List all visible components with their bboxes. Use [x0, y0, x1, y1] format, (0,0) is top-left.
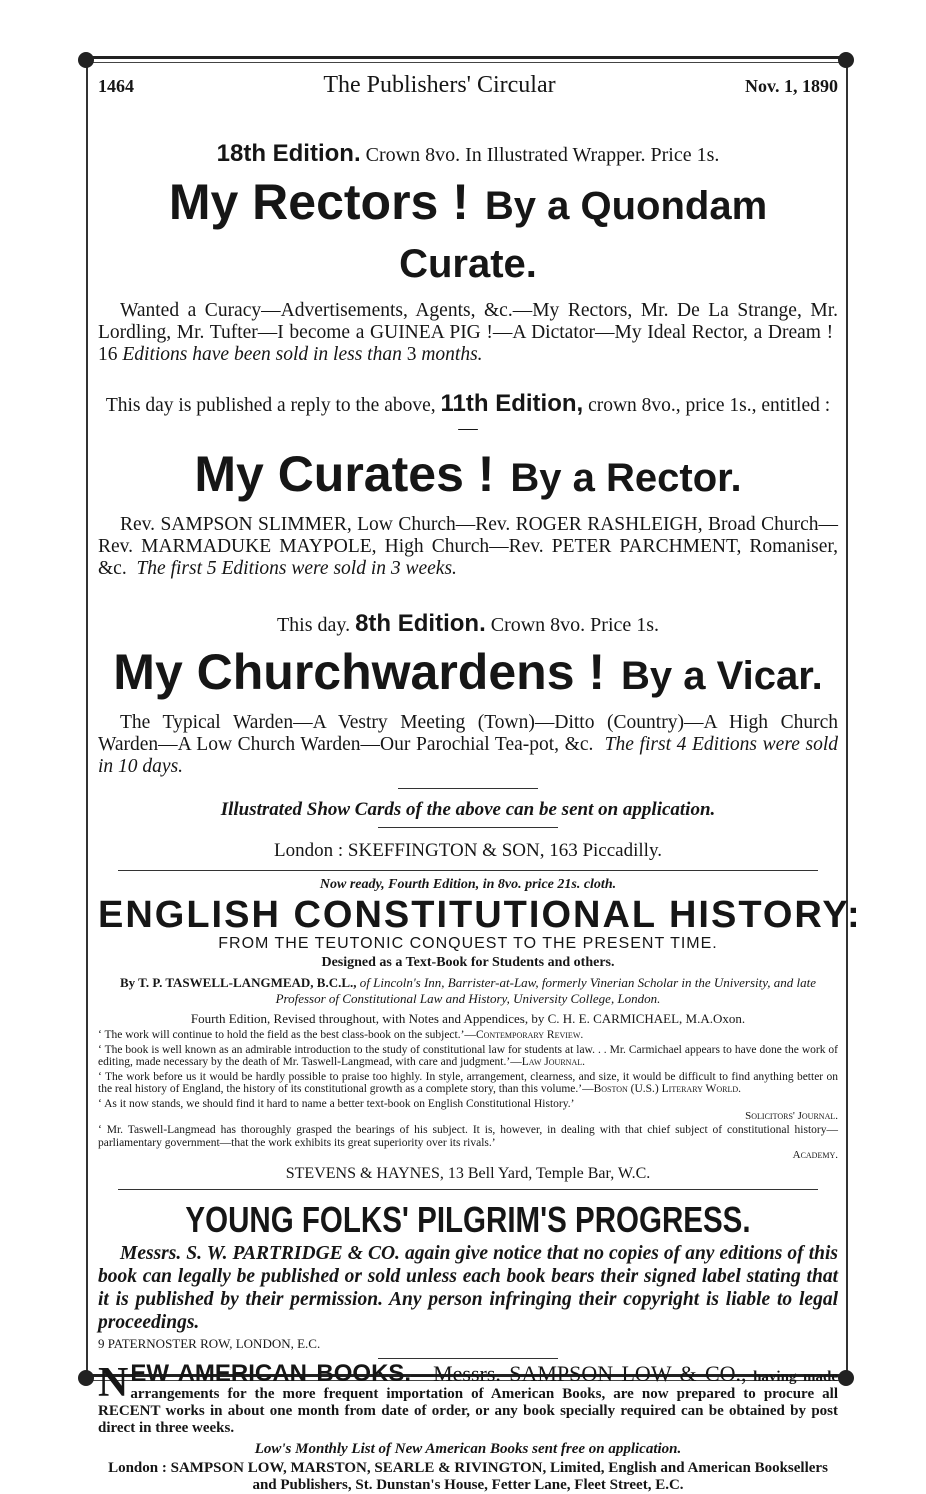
ad3-body-italic: The first 4 Editions were sold in 10 days.: [98, 734, 838, 777]
ad1-body-num2: 3: [406, 344, 417, 365]
ad5-body: Messrs. S. W. PARTRIDGE & CO. again give notice that no copies of any editions of this book can legally be published or sold unless each book bears their signed label stating that it is published by their permission. Any person infringing their copyright is liable to legal proceedings.: [98, 1243, 838, 1333]
review-quote: [98, 1029, 838, 1042]
divider: [378, 827, 558, 828]
quote-text: ‘ The work before us it would be hardly possible to praise too highly. In style, arrangement, clearness, and size, it would be difficult to find anything better on the real history of England, the history of its constitutional growth as a complete story, than this volume.’—: [98, 1070, 838, 1095]
content: [98, 72, 862, 1494]
ad4-now-ready: Now ready, Fourth Edition, in 8vo. price 21s. cloth.: [319, 877, 617, 892]
divider: [118, 1189, 818, 1190]
quote-source: Solicitors' Journal.: [745, 1110, 838, 1122]
corner-ornament-icon: [78, 1370, 94, 1386]
ad3-edition-line: [98, 610, 838, 638]
ad6-publisher: London : SAMPSON LOW, MARSTON, SEARLE & RIVINGTON, Limited, English and American Booksellers and Publishers, St. Dunstan's House, Fetter Lane, Fleet Street, E.C.: [108, 1460, 828, 1493]
ad1-edition-rest: Crown 8vo. In Illustrated Wrapper. Price 1s.: [365, 144, 720, 166]
ad3-edition: 8th Edition.: [355, 610, 486, 637]
review-quote: [98, 1124, 838, 1149]
ad2-intro: [98, 392, 838, 440]
ad3-headline: [98, 644, 838, 704]
ad6-heading: EW AMERICAN BOOKS.: [130, 1360, 412, 1387]
ad3-body: [98, 712, 838, 778]
ad2-intro-b: crown 8vo., price 1s., entitled :—: [458, 395, 831, 439]
ad4-fourth-edition: Fourth Edition, Revised throughout, with Notes and Appendices, by C. H. E. CARMICHAEL, M.A.Oxon.: [190, 1011, 746, 1026]
ad4-publisher: STEVENS & HAYNES, 13 Bell Yard, Temple Bar, W.C.: [285, 1165, 651, 1182]
ad1-body-num: 16: [98, 344, 118, 365]
ad1-body-text: Wanted a Curacy—Advertisements, Agents, &c.—My Rectors, Mr. De La Strange, Mr. Lordling, Mr. Tufter—I become a GUINEA PIG !—A Dictator—My Ideal Rector, a Dream !: [98, 300, 838, 343]
quote-text: ‘ The book is well known as an admirable introduction to the study of constitutional law for students at law. . . Mr. Carmichael appears to have done the work of editing, made necessary by the death of Mr. Taswell-Langmead, with care and judgment.’—: [98, 1043, 838, 1068]
ad3-day: This day.: [276, 614, 351, 636]
ad4-title: ENGLISH CONSTITUTIONAL HISTORY:: [98, 894, 862, 936]
review-quote: [98, 1044, 838, 1069]
divider: [398, 788, 538, 789]
ad1-body-italic-end: months.: [421, 344, 483, 365]
page-header: [98, 72, 838, 112]
divider: [378, 1358, 558, 1359]
corner-ornament-icon: [838, 52, 854, 68]
ad3-title: My Churchwardens !: [113, 644, 606, 700]
ad1-edition: 18th Edition.: [216, 140, 361, 167]
ad2-body-text: Rev. SAMPSON SLIMMER, Low Church—Rev. ROGER RASHLEIGH, Broad Church—Rev. MARMADUKE MAYPOLE, High Church—Rev. PETER PARCHMENT, Romaniser, &c.: [98, 514, 838, 579]
border-left: [86, 56, 88, 1382]
ad3-byline: By a Vicar.: [621, 654, 823, 698]
quote-source: Contemporary Review.: [475, 1029, 584, 1041]
ad5-title: YOUNG FOLKS' PILGRIM'S PROGRESS.: [185, 1199, 751, 1240]
ad1-headline: [98, 174, 838, 292]
ad1-body: [98, 300, 838, 366]
ad3-publisher: London : SKEFFINGTON & SON, 163 Piccadilly.: [274, 840, 662, 861]
divider: [118, 870, 818, 871]
ad6-drop-cap: N: [98, 1360, 129, 1406]
issue-date: Nov. 1, 1890: [744, 76, 838, 96]
page-number: 1464: [98, 76, 134, 96]
ad2-edition: 11th Edition,: [440, 390, 584, 417]
ad1-byline: By a Quondam Curate.: [399, 184, 768, 286]
ad6-monthly-list: Low's Monthly List of New American Books sent free on application.: [254, 1441, 682, 1457]
ad6-body-text: having made arrangements for the more frequent importation of American Books, are now prepared to procure all RECENT works in about one month from date of order, or any book specially required can be obtained by post direct in three weeks.: [98, 1369, 839, 1436]
corner-ornament-icon: [78, 52, 94, 68]
border-right: [846, 56, 848, 1382]
ad4-author-credentials: of Lincoln's Inn, Barrister-at-Law, formerly Vinerian Scholar in the University, and late Professor of Constitutional Law and History, University College, London.: [275, 975, 817, 1006]
ad5-address: 9 PATERNOSTER ROW, LONDON, E.C.: [98, 1336, 321, 1351]
ad3-rest: Crown 8vo. Price 1s.: [490, 614, 660, 636]
ad3-body-text: The Typical Warden—A Vestry Meeting (Town)—Ditto (Country)—A High Church Warden—A Low Church Warden—Our Parochial Tea-pot, &c.: [98, 712, 838, 755]
ad2-title: My Curates !: [194, 446, 495, 502]
border-top-inner: [80, 62, 850, 63]
ad4-subtitle: FROM THE TEUTONIC CONQUEST TO THE PRESENT TIME.: [218, 935, 718, 952]
ad3-illustrated: Illustrated Show Cards of the above can be sent on application.: [220, 799, 716, 820]
ad2-intro-a: This day is published a reply to the above,: [105, 395, 436, 416]
ad4-author: [98, 975, 838, 1007]
quote-text: ‘ Mr. Taswell-Langmead has thoroughly grasped the bearings of his subject. It is, however, in dealing with that chief subject of constitutional history—parliamentary government—that the work exhibits its great superiority over its rivals.’: [98, 1124, 838, 1149]
review-quote: [98, 1071, 838, 1096]
ad1-body-italic: Editions have been sold in less than: [122, 344, 402, 365]
ad2-byline: By a Rector.: [510, 456, 742, 500]
quote-text: ‘ The work will continue to hold the field as the best class-book on the subject.’—: [98, 1029, 476, 1041]
border-top: [80, 56, 850, 59]
quote-source: Law Journal.: [521, 1056, 585, 1068]
ad2-headline: [98, 446, 838, 506]
review-quote: [98, 1098, 838, 1111]
ad4-author-name: By T. P. TASWELL-LANGMEAD, B.C.L.,: [119, 975, 357, 990]
ad1-title: My Rectors !: [168, 174, 469, 230]
ad2-body-italic: The first 5 Editions were sold in 3 weeks.: [136, 558, 457, 579]
ad6-firm: —Messrs. SAMPSON LOW & CO.,: [411, 1361, 747, 1386]
ad4-designed: Designed as a Text-Book for Students and others.: [321, 955, 615, 970]
ad2-body: [98, 514, 838, 580]
quote-text: ‘ As it now stands, we should find it hard to name a better text-book on English Constitutional History.’: [98, 1097, 575, 1110]
ad6-body: [98, 1360, 839, 1437]
journal-title: The Publishers' Circular: [323, 72, 556, 98]
ad1-edition-line: [98, 140, 838, 168]
corner-ornament-icon: [838, 1370, 854, 1386]
quote-source: Boston (U.S.) Literary World.: [593, 1083, 742, 1095]
quote-source: Academy.: [792, 1149, 838, 1161]
